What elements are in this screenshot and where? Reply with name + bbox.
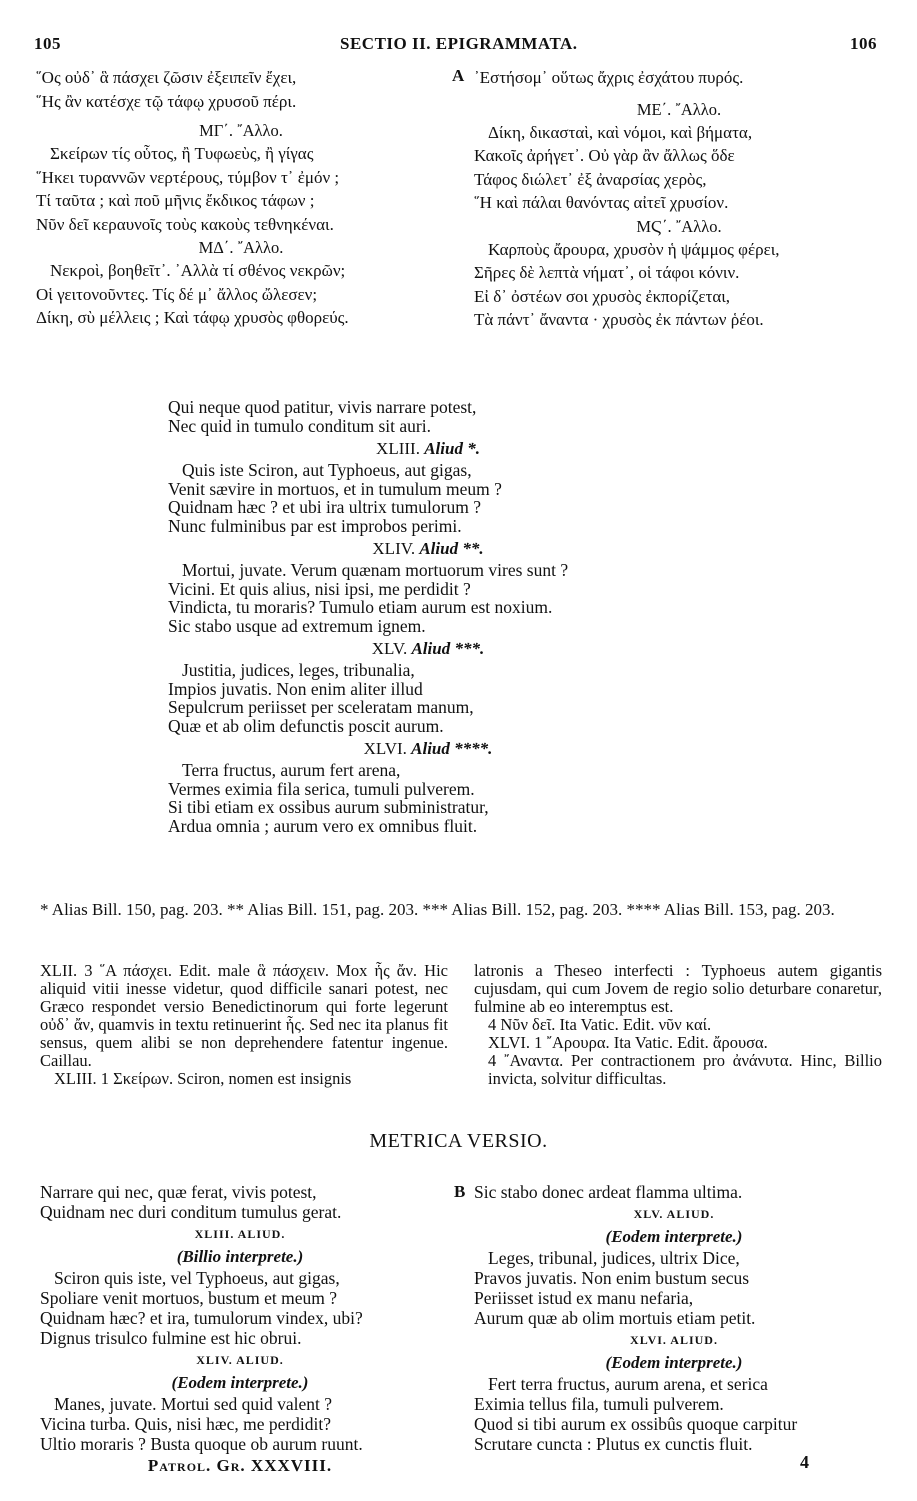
verse-line: Ultio moraris ? Busta quoque ob aurum ruunt. bbox=[40, 1434, 363, 1454]
heading-number: XLV. bbox=[371, 639, 408, 658]
epigram-heading: ΜϚ΄. ῎Αλλο. bbox=[636, 216, 722, 236]
section-title: METRICA VERSIO. bbox=[369, 1130, 548, 1152]
verse-line: Manes, juvate. Mortui sed quid valent ? bbox=[54, 1394, 332, 1414]
signature-mark: Patrol. Gr. XXXVIII. bbox=[147, 1456, 333, 1475]
notes-right-column bbox=[474, 962, 882, 1088]
verse-line: Fert terra fructus, aurum arena, et serica bbox=[488, 1374, 768, 1394]
heading-word: Aliud **. bbox=[419, 539, 484, 558]
verse-line: Quidnam nec duri conditum tumulus gerat. bbox=[40, 1202, 342, 1222]
verse-line: Τὰ πάντ᾽ ἄναντα · χρυσὸς ἐκ πάντων ῥέοι. bbox=[474, 310, 764, 329]
note-paragraph: XLVI. 1 ῎Αρουρα. Ita Vatic. Edit. ἄρουσα. bbox=[488, 1033, 768, 1052]
heading-number: XLIII. bbox=[376, 439, 420, 458]
verse-line: Sic stabo donec ardeat flamma ultima. bbox=[474, 1182, 743, 1202]
interpreter-note: (Eodem interprete.) bbox=[605, 1227, 743, 1246]
heading-word: Aliud ****. bbox=[411, 739, 493, 758]
epigram-heading: ΜΕ΄. ῎Αλλο. bbox=[636, 99, 722, 119]
verse-line: Τί ταῦτα ; καὶ ποῦ μῆνις ἔκδικος τάφων ; bbox=[36, 191, 315, 210]
running-title: SECTIO II. EPIGRAMMATA. bbox=[340, 34, 578, 53]
verse-line: Si tibi etiam ex ossibus aurum subministratur, bbox=[168, 797, 489, 817]
verse-line: ῞Ηκει τυραννῶν νερτέρους, τύμβον τ᾽ ἐμόν ; bbox=[36, 167, 340, 187]
epigram-heading bbox=[168, 737, 688, 761]
note-paragraph: XLIII. 1 Σκείρων. Sciron, nomen est insignis bbox=[54, 1069, 352, 1088]
verse-line: Leges, tribunal, judices, ultrix Dice, bbox=[488, 1248, 740, 1268]
verse-line: Τάφος διώλετ᾽ ἐξ ἀναρσίας χερὸς, bbox=[474, 169, 707, 189]
heading-number: XLVI. bbox=[363, 739, 407, 758]
verse-line: Justitia, judices, leges, tribunalia, bbox=[182, 660, 415, 680]
verse-line: Terra fructus, aurum fert arena, bbox=[182, 760, 401, 780]
epigram-heading: XLV. ALIUD. bbox=[633, 1207, 715, 1221]
epigram-heading: XLIV. ALIUD. bbox=[196, 1353, 284, 1367]
metrica-left-column bbox=[40, 1182, 440, 1478]
verse-line: Quidnam hæc ? et ubi ira ultrix tumulorum ? bbox=[168, 497, 481, 517]
epigram-heading bbox=[168, 637, 688, 661]
heading-word: Aliud ***. bbox=[411, 639, 485, 658]
verse-line: Σκείρων τίς οὗτος, ἢ Τυφωεὺς, ἢ γίγας bbox=[50, 144, 314, 163]
verse-line: Vicina turba. Quis, nisi hæc, me perdidit? bbox=[40, 1414, 332, 1434]
greek-left-column bbox=[36, 66, 446, 330]
verse-line: Σῆρες δὲ λεπτὰ νήματ᾽, οἱ τάφοι κόνιν. bbox=[474, 263, 740, 282]
epigram-heading: ΜΓ΄. ῎Αλλο. bbox=[199, 121, 283, 140]
verse-line: Nec quid in tumulo conditum sit auri. bbox=[168, 415, 431, 436]
verse-line: Periisset istud ex manu nefaria, bbox=[474, 1288, 694, 1308]
verse-line: Mortui, juvate. Verum quænam mortuorum vires sunt ? bbox=[182, 560, 569, 580]
note-paragraph: latronis a Theseo interfecti : Typhoeus autem gigantis cujusdam, qui cum Jovem de regio solio deturbare conaretur, fulmine ab eo interemptus est. bbox=[474, 961, 882, 1016]
verse-line: Qui neque quod patitur, vivis narrare potest, bbox=[168, 397, 477, 417]
verse-line: Vindicta, tu moraris? Tumulo etiam aurum est noxium. bbox=[168, 597, 553, 617]
verse-line: Pravos juvatis. Non enim bustum secus bbox=[474, 1268, 750, 1288]
verse-line: Δίκη, σὺ μέλλεις ; Καὶ τάφῳ χρυσὸς φθορεύς. bbox=[36, 308, 349, 327]
verse-line: Εἰ δ᾽ ὀστέων σοι χρυσὸς ἐκπορίζεται, bbox=[474, 286, 731, 306]
note-paragraph: 4 ῎Αναντα. Per contractionem pro ἀνάνυτα. Hinc, Billio invicta, solvitur difficultas. bbox=[488, 1051, 882, 1088]
interpreter-note: (Eodem interprete.) bbox=[171, 1373, 309, 1392]
verse-line: Spoliare venit mortuos, bustum et meum ? bbox=[40, 1288, 337, 1308]
page-number-left: 105 bbox=[34, 34, 61, 53]
verse-line: Δίκη, δικασταὶ, καὶ νόμοι, καὶ βήματα, bbox=[488, 122, 753, 142]
verse-line: Nunc fulminibus par est improbos perimi. bbox=[168, 515, 462, 536]
epigram-heading: XLVI. ALIUD. bbox=[630, 1333, 718, 1347]
sheet-number: 4 bbox=[800, 1452, 809, 1472]
verse-line: Aurum quæ ab olim mortuis etiam petit. bbox=[474, 1308, 756, 1328]
epigram-heading: ΜΔ΄. ῎Αλλο. bbox=[198, 238, 284, 257]
verse-line: Quæ et ab olim defunctis poscit aurum. bbox=[168, 715, 444, 736]
verse-line: Dignus trisulco fulmine est hic obrui. bbox=[40, 1328, 302, 1348]
epigram-heading bbox=[168, 437, 688, 461]
interpreter-note: (Eodem interprete.) bbox=[605, 1353, 743, 1372]
verse-line: Καρποὺς ἄρουρα, χρυσὸν ἡ ψάμμος φέρει, bbox=[488, 239, 780, 259]
verse-line: Scrutare cuncta : Plutus ex cunctis fluit. bbox=[474, 1434, 753, 1454]
verse-line: Ardua omnia ; aurum vero ex omnibus fluit. bbox=[168, 815, 478, 836]
verse-line: ῞Η καὶ πάλαι θανόντας αἰτεῖ χρυσίον. bbox=[474, 193, 729, 212]
verse-line: Νῦν δεῖ κεραυνοῖς τοὺς κακοὺς τεθνηκέναι. bbox=[36, 214, 334, 234]
verse-line: Sepulcrum periisset per sceleratam manum, bbox=[168, 697, 474, 717]
verse-line: ᾽Εστήσομ᾽ οὕτως ἄχρις ἐσχάτου πυρός. bbox=[474, 68, 744, 87]
latin-translation bbox=[168, 398, 688, 835]
metrica-right-column bbox=[474, 1182, 874, 1454]
note-paragraph: 4 Νῦν δεῖ. Ita Vatic. Edit. νῦν καί. bbox=[488, 1015, 712, 1034]
verse-line: Νεκροὶ, βοηθεῖτ᾽. ᾽Αλλὰ τί σθένος νεκρῶν; bbox=[50, 261, 346, 280]
verse-line: Οἱ γειτονοῦντες. Τίς δέ μ᾽ ἄλλος ὤλεσεν; bbox=[36, 284, 318, 304]
verse-line: Sciron quis iste, vel Typhoeus, aut gigas, bbox=[54, 1268, 340, 1288]
verse-line: Κακοῖς ἀρήγετ᾽. Οὐ γὰρ ἂν ἄλλως ὅδε bbox=[474, 146, 735, 165]
verse-line: Impios juvatis. Non enim aliter illud bbox=[168, 678, 423, 699]
verse-line: Quidnam hæc? et ira, tumulorum vindex, ubi? bbox=[40, 1308, 363, 1328]
interpreter-note: (Billio interprete.) bbox=[176, 1247, 304, 1266]
margin-marker-b: B bbox=[454, 1182, 466, 1201]
verse-line: Vermes eximia fila serica, tumuli pulverem. bbox=[168, 778, 475, 799]
verse-line: Quis iste Sciron, aut Typhoeus, aut gigas, bbox=[182, 460, 472, 480]
epigram-heading: XLIII. ALIUD. bbox=[194, 1227, 286, 1241]
epigram-heading bbox=[168, 537, 688, 561]
verse-line: ῞Ης ἂν κατέσχε τῷ τάφῳ χρυσοῦ πέρι. bbox=[36, 91, 297, 111]
notes-left-column bbox=[40, 962, 448, 1088]
verse-line: Eximia tellus fila, tumuli pulverem. bbox=[474, 1394, 724, 1414]
heading-number: XLIV. bbox=[372, 539, 416, 558]
note-paragraph: XLII. 3 ῞Α πάσχει. Edit. male ἃ πάσχειν. Mox ἧς ἄν. Hic aliquid vitii inesse videtur, quod difficile sanari potest, nec Græco respondet versio Benedictinorum qui forte legerunt οὐδ᾽ ἄν, quamvis in textu retinuerint ἧς. Sed nec ita planus fit sensus, quem alibi se non deprehendere fatentur ingenue. Caillau. bbox=[40, 961, 448, 1070]
footnote: * Alias Bill. 150, pag. 203. ** Alias Bill. 151, pag. 203. *** Alias Bill. 152, pag. 203. **** Alias Bill. 153, pag. 203. bbox=[40, 900, 835, 919]
verse-line: Sic stabo usque ad extremum ignem. bbox=[168, 615, 426, 636]
margin-marker-a: A bbox=[452, 66, 465, 85]
verse-line: Venit sævire in mortuos, et in tumulum meum ? bbox=[168, 478, 502, 499]
verse-line: Narrare qui nec, quæ ferat, vivis potest, bbox=[40, 1182, 317, 1202]
verse-line: Quod si tibi aurum ex ossibûs quoque carpitur bbox=[474, 1414, 798, 1434]
verse-line: Vicini. Et quis alius, nisi ipsi, me perdidit ? bbox=[168, 578, 471, 599]
heading-word: Aliud *. bbox=[424, 439, 480, 458]
page-number-right: 106 bbox=[850, 34, 877, 53]
greek-right-column bbox=[474, 66, 884, 332]
verse-line: ῞Ος οὐδ᾽ ἃ πάσχει ζῶσιν ἐξειπεῖν ἔχει, bbox=[36, 68, 297, 87]
